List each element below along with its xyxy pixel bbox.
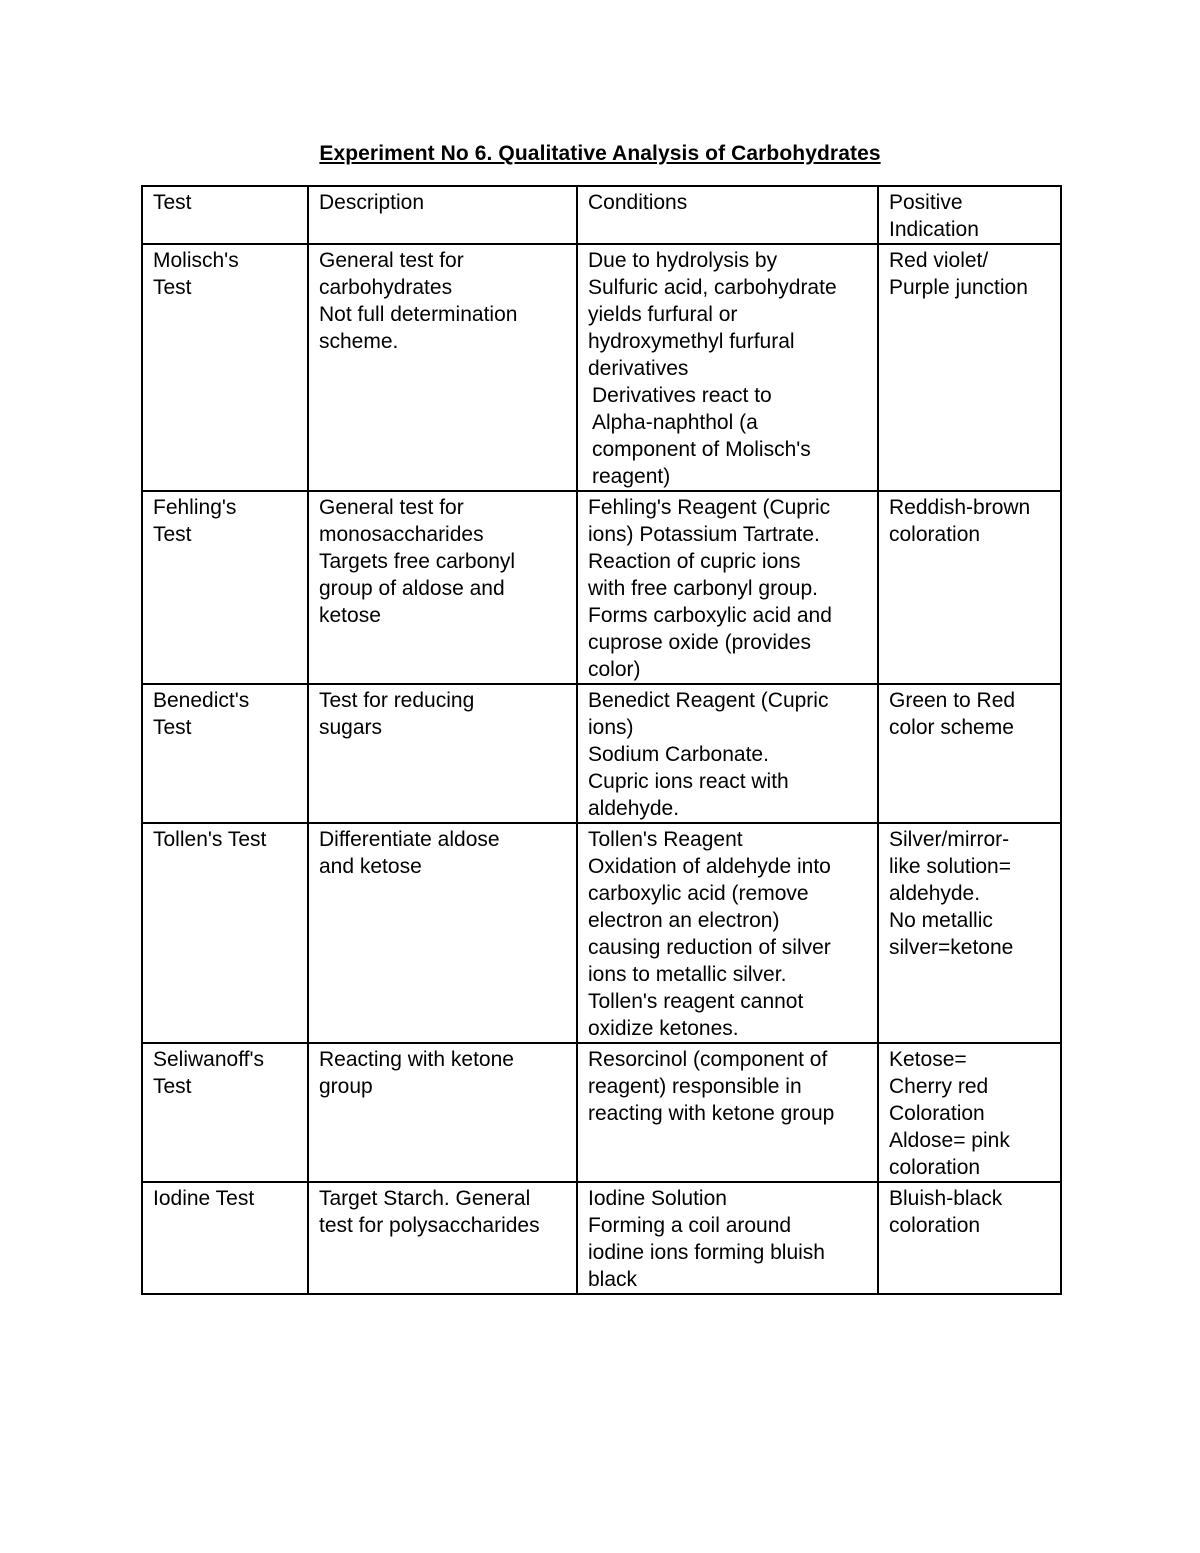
positive-line: Green to Red: [889, 689, 1016, 712]
conditions-line: oxidize ketones.: [588, 1017, 739, 1040]
description-line: ketose: [319, 604, 381, 627]
conditions-line: Benedict Reagent (Cupric: [588, 689, 829, 712]
conditions-line: reagent): [592, 465, 671, 488]
conditions-line: Reaction of cupric ions: [588, 550, 801, 573]
positive-line: silver=ketone: [889, 936, 1014, 959]
positive-line: Aldose= pink: [889, 1129, 1010, 1152]
conditions-line: Derivatives react to: [592, 384, 772, 407]
positive-line: color scheme: [889, 716, 1014, 739]
conditions-line: derivatives: [588, 357, 689, 380]
conditions-line: yields furfural or: [588, 303, 738, 326]
description-line: carbohydrates: [319, 276, 453, 299]
conditions-line: Fehling's Reagent (Cupric: [588, 496, 831, 519]
conditions-line: Oxidation of aldehyde into: [588, 855, 831, 878]
positive-cell: [878, 244, 1061, 491]
conditions-cell: [577, 1182, 878, 1294]
header-test-cell: [142, 186, 308, 244]
conditions-line: component of Molisch's: [592, 438, 811, 461]
positive-line: like solution=: [889, 855, 1011, 878]
positive-line: coloration: [889, 523, 981, 546]
conditions-line: aldehyde.: [588, 797, 680, 820]
positive-cell: [878, 491, 1061, 684]
positive-cell: [878, 823, 1061, 1043]
description-cell: [308, 244, 577, 491]
positive-line: Cherry red: [889, 1075, 989, 1098]
document-title: Experiment No 6. Qualitative Analysis of Carbohydrates: [319, 142, 881, 165]
header-text: Description: [319, 191, 425, 214]
test-line: Test: [153, 716, 192, 739]
conditions-line: Tollen's reagent cannot: [588, 990, 804, 1013]
positive-line: aldehyde.: [889, 882, 981, 905]
positive-line: Purple junction: [889, 276, 1028, 299]
header-conditions-cell: [577, 186, 878, 244]
conditions-line: Sulfuric acid, carbohydrate: [588, 276, 837, 299]
conditions-line: Forms carboxylic acid and: [588, 604, 832, 627]
conditions-cell: [577, 491, 878, 684]
description-line: General test for: [319, 496, 464, 519]
description-line: monosaccharides: [319, 523, 484, 546]
conditions-line: Sodium Carbonate.: [588, 743, 769, 766]
positive-line: Reddish-brown: [889, 496, 1031, 519]
description-cell: [308, 1043, 577, 1182]
positive-cell: [878, 1182, 1061, 1294]
description-cell: [308, 491, 577, 684]
header-text: Positive: [889, 191, 963, 214]
table-row: [142, 491, 1061, 684]
conditions-line: carboxylic acid (remove: [588, 882, 809, 905]
table-row: [142, 1182, 1061, 1294]
test-line: Test: [153, 1075, 192, 1098]
header-row: [142, 186, 1061, 244]
carbohydrate-tests-table: [141, 185, 1062, 1295]
conditions-line: reacting with ketone group: [588, 1102, 835, 1125]
header-positive-cell: [878, 186, 1061, 244]
positive-line: Ketose=: [889, 1048, 967, 1071]
description-line: and ketose: [319, 855, 422, 878]
conditions-line: ions to metallic silver.: [588, 963, 787, 986]
positive-cell: [878, 1043, 1061, 1182]
test-line: Iodine Test: [153, 1187, 255, 1210]
description-cell: [308, 684, 577, 823]
test-line: Test: [153, 523, 192, 546]
test-cell: [142, 823, 308, 1043]
conditions-line: cuprose oxide (provides: [588, 631, 811, 654]
description-line: Reacting with ketone: [319, 1048, 514, 1071]
conditions-line: Resorcinol (component of: [588, 1048, 828, 1071]
test-line: Benedict's: [153, 689, 250, 712]
conditions-line: with free carbonyl group.: [588, 577, 818, 600]
header-text: Indication: [889, 218, 979, 241]
description-line: group of aldose and: [319, 577, 505, 600]
description-line: Target Starch. General: [319, 1187, 531, 1210]
conditions-line: electron an electron): [588, 909, 780, 932]
conditions-line: Tollen's Reagent: [588, 828, 743, 851]
conditions-line: ions) Potassium Tartrate.: [588, 523, 820, 546]
description-line: Differentiate aldose: [319, 828, 500, 851]
test-cell: [142, 491, 308, 684]
description-line: Not full determination: [319, 303, 518, 326]
header-text: Conditions: [588, 191, 688, 214]
table-row: [142, 1043, 1061, 1182]
test-cell: [142, 244, 308, 491]
conditions-cell: [577, 823, 878, 1043]
conditions-line: black: [588, 1268, 638, 1291]
header-description-cell: [308, 186, 577, 244]
positive-cell: [878, 684, 1061, 823]
conditions-line: reagent) responsible in: [588, 1075, 802, 1098]
table-row: [142, 823, 1061, 1043]
conditions-line: Due to hydrolysis by: [588, 249, 778, 272]
positive-line: No metallic: [889, 909, 993, 932]
conditions-line: ions): [588, 716, 634, 739]
test-line: Seliwanoff's: [153, 1048, 265, 1071]
table-body: [142, 186, 1061, 1294]
header-text: Test: [153, 191, 192, 214]
description-line: test for polysaccharides: [319, 1214, 540, 1237]
test-cell: [142, 684, 308, 823]
conditions-line: iodine ions forming bluish: [588, 1241, 825, 1264]
description-line: group: [319, 1075, 373, 1098]
test-cell: [142, 1182, 308, 1294]
conditions-cell: [577, 244, 878, 491]
positive-line: coloration: [889, 1156, 981, 1179]
description-cell: [308, 1182, 577, 1294]
description-line: General test for: [319, 249, 464, 272]
table-row: [142, 684, 1061, 823]
positive-line: Coloration: [889, 1102, 985, 1125]
positive-line: coloration: [889, 1214, 981, 1237]
conditions-cell: [577, 684, 878, 823]
conditions-cell: [577, 1043, 878, 1182]
positive-line: Red violet/: [889, 249, 989, 272]
positive-line: Silver/mirror-: [889, 828, 1010, 851]
test-cell: [142, 1043, 308, 1182]
description-line: sugars: [319, 716, 383, 739]
conditions-line: causing reduction of silver: [588, 936, 831, 959]
table-row: [142, 244, 1061, 491]
description-line: Test for reducing: [319, 689, 475, 712]
description-line: Targets free carbonyl: [319, 550, 516, 573]
test-line: Test: [153, 276, 192, 299]
conditions-line: Iodine Solution: [588, 1187, 727, 1210]
positive-line: Bluish-black: [889, 1187, 1003, 1210]
test-line: Molisch's: [153, 249, 239, 272]
test-line: Tollen's Test: [153, 828, 267, 851]
description-line: scheme.: [319, 330, 399, 353]
conditions-line: Forming a coil around: [588, 1214, 792, 1237]
conditions-line: Alpha-naphthol (a: [592, 411, 758, 434]
conditions-line: Cupric ions react with: [588, 770, 789, 793]
conditions-line: hydroxymethyl furfural: [588, 330, 795, 353]
conditions-line: color): [588, 658, 641, 681]
description-cell: [308, 823, 577, 1043]
test-line: Fehling's: [153, 496, 237, 519]
